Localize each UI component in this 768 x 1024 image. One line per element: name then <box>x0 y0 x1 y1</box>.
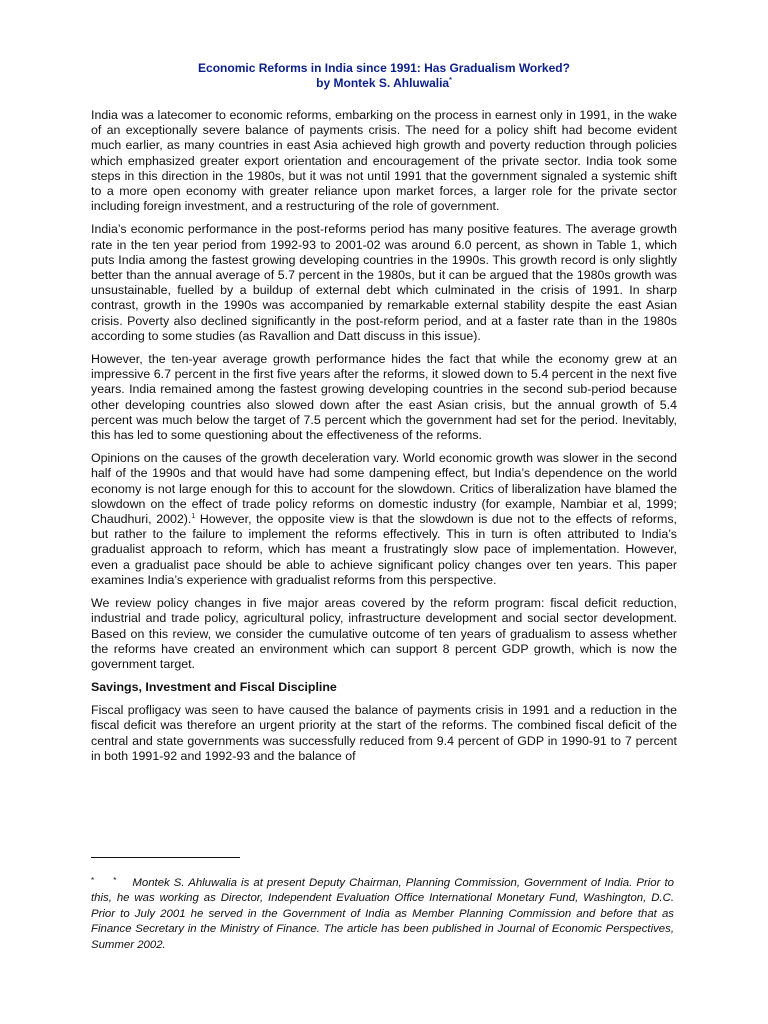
body-text <box>91 108 677 772</box>
footnote-marks: * * <box>91 876 125 885</box>
byline <box>90 76 678 91</box>
paragraph-opinions-text-a: Opinions on the causes of the growth deceleration vary. World economic growth was slower in the second half of the 1990s and that would have had some dampening effect, but India’s dependence on the world economy is not large enough for this to account for the slowdown. Critics of liberalization have blamed the slowdown on the effect of trade policy reforms on domestic industry (for example, Nambiar et al, 1999; Chaudhuri, 2002). <box>91 451 677 527</box>
paper-title: Economic Reforms in India since 1991: Has Gradualism Worked? <box>198 61 570 75</box>
paragraph-fiscal: Fiscal profligacy was seen to have caused the balance of payments crisis in 1991 and a reduction in the fiscal deficit was therefore an urgent priority at the start of the reforms. The combined fiscal deficit of the central and state governments was successfully reduced from 9.4 percent of GDP in 1990-91 to 7 percent in both 1991-92 and 1992-93 and the balance of <box>91 703 677 763</box>
paragraph-opinions-text-b: However, the opposite view is that the slowdown is due not to the effects of reforms, but rather to the failure to implement the reforms effectively. This in turn is often attributed to India’s gradualist approach to reform, which has meant a frustratingly slow pace of implementation. However, even a gradualist pace should be able to achieve significant policy changes over ten years. This paper examines India’s experience with gradualist reforms from this perspective. <box>91 512 677 587</box>
author-name: by Montek S. Ahluwalia <box>316 76 450 90</box>
footnote <box>91 876 674 953</box>
section-heading: Savings, Investment and Fiscal Discipline <box>91 680 337 695</box>
paragraph-performance: India’s economic performance in the post-reforms period has many positive features. The average growth rate in the ten year period from 1992-93 to 2001-02 was around 6.0 percent, as shown in Table 1, which puts India among the fastest growing developing countries in the 1990s. This growth record is only slightly better than the annual average of 5.7 percent in the 1980s, but it can be argued that the 1980s growth was unsustainable, fuelled by a buildup of external debt which culminated in the crisis of 1991. In sharp contrast, growth in the 1990s was accompanied by remarkable external stability despite the east Asian crisis. Poverty also declined significantly in the post-reform period, and at a faster rate than in the 1980s according to some studies (as Ravallion and Datt discuss in this issue). <box>91 222 677 343</box>
footnote-divider <box>91 857 240 858</box>
paragraph-growth-slowdown: However, the ten-year average growth performance hides the fact that while the economy grew at an impressive 6.7 percent in the first five years after the reforms, it slowed down to 5.4 percent in the next five years. India remained among the fastest growing developing countries in the second sub-period because other developing countries also slowed down after the east Asian crisis, but the annual growth of 5.4 percent was much below the target of 7.5 percent which the government had set for the period. Inevitably, this has led to some questioning about the effectiveness of the reforms. <box>91 352 677 443</box>
paragraph-intro: India was a latecomer to economic reforms, embarking on the process in earnest only in 1991, in the wake of an exceptionally severe balance of payments crisis. The need for a policy shift had become evident much earlier, as many countries in east Asia achieved high growth and poverty reduction through policies which emphasized greater export orientation and encouragement of the private sector. India took some steps in this direction in the 1980s, but it was not until 1991 that the government signaled a systemic shift to a more open economy with greater reliance upon market forces, a larger role for the private sector including foreign investment, and a restructuring of the role of government. <box>91 108 677 214</box>
title-block <box>90 61 678 91</box>
footnote-text: Montek S. Ahluwalia is at present Deputy Chairman, Planning Commission, Government of India. Prior to this, he was working as Director, Independent Evaluation Office International Monetary Fund, Washington, D.C. Prior to July 2001 he served in the Government of India as Member Planning Commission and before that as Finance Secretary in the Ministry of Finance. The article has been published in Journal of Economic Perspectives, Summer 2002. <box>91 877 675 951</box>
paragraph-review-scope: We review policy changes in five major areas covered by the reform program: fiscal deficit reduction, industrial and trade policy, agricultural policy, infrastructure development and social sector development. Based on this review, we consider the cumulative outcome of ten years of gradualism to assess whether the reforms have created an environment which can support 8 percent GDP growth, which is now the government target. <box>91 596 677 671</box>
footnote-ref-1: 1 <box>191 512 196 520</box>
author-footnote-mark: * <box>449 77 452 84</box>
paragraph-opinions <box>91 451 677 588</box>
